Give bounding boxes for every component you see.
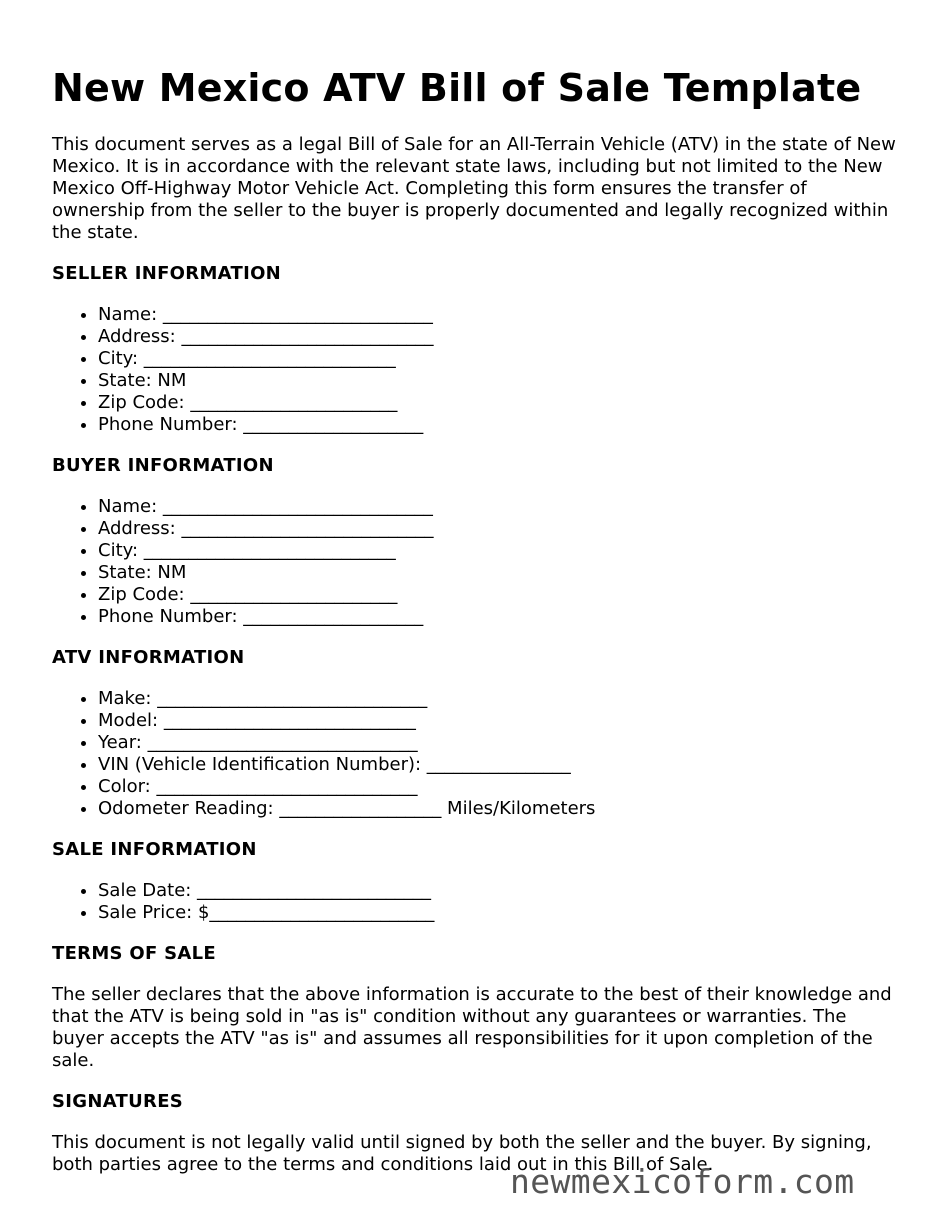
- sale-list: [52, 880, 902, 924]
- sale-heading: SALE INFORMATION: [52, 839, 257, 860]
- seller-state-field: • State: NM: [98, 370, 902, 392]
- seller-zip-field: • Zip Code: _______________________: [98, 392, 902, 414]
- seller-heading: SELLER INFORMATION: [52, 263, 282, 284]
- intro-paragraph: This document serves as a legal Bill of Sale for an All-Terrain Vehicle (ATV) in the state of New Mexico. It is in accordance with the relevant state laws, including but not limited to the New Mexico Off-Highway Motor Vehicle Act. Completing this form ensures the transfer of ownership from the seller to the buyer is properly documented and legally recognized within the state.: [52, 134, 896, 243]
- terms-paragraph: The seller declares that the above information is accurate to the best of their knowledge and that the ATV is being sold in "as is" condition without any guarantees or warranties. The buyer accepts the ATV "as is" and assumes all responsibilities for it upon completion of the sale.: [52, 984, 892, 1071]
- buyer-address-field: • Address: ____________________________: [98, 518, 902, 540]
- atv-color-field: • Color: _____________________________: [98, 776, 902, 798]
- seller-address-field: • Address: ____________________________: [98, 326, 902, 348]
- seller-phone-field: • Phone Number: ____________________: [98, 414, 902, 436]
- buyer-phone-field: • Phone Number: ____________________: [98, 606, 902, 628]
- atv-vin-field: • VIN (Vehicle Identification Number): ________________: [98, 754, 902, 776]
- seller-name-field: • Name: ______________________________: [98, 304, 902, 326]
- buyer-name-field: • Name: ______________________________: [98, 496, 902, 518]
- atv-list: [52, 688, 902, 820]
- terms-heading: TERMS OF SALE: [52, 943, 217, 964]
- buyer-list: [52, 496, 902, 628]
- sale-price-field: • Sale Price: $_________________________: [98, 902, 902, 924]
- document-page: [52, 62, 902, 1176]
- signatures-paragraph: This document is not legally valid until signed by both the seller and the buyer. By signing, both parties agree to the terms and conditions laid out in this Bill of Sale.: [52, 1132, 872, 1175]
- atv-model-field: • Model: ____________________________: [98, 710, 902, 732]
- atv-year-field: • Year: ______________________________: [98, 732, 902, 754]
- buyer-city-field: • City: ____________________________: [98, 540, 902, 562]
- signatures-heading: SIGNATURES: [52, 1091, 184, 1112]
- watermark: newmexicoform.com: [510, 1162, 855, 1201]
- atv-heading: ATV INFORMATION: [52, 647, 245, 668]
- atv-odometer-field: • Odometer Reading: __________________ Miles/Kilometers: [98, 798, 902, 820]
- buyer-state-field: • State: NM: [98, 562, 902, 584]
- sale-date-field: • Sale Date: __________________________: [98, 880, 902, 902]
- atv-make-field: • Make: ______________________________: [98, 688, 902, 710]
- buyer-heading: BUYER INFORMATION: [52, 455, 274, 476]
- seller-list: [52, 304, 902, 436]
- buyer-zip-field: • Zip Code: _______________________: [98, 584, 902, 606]
- seller-city-field: • City: ____________________________: [98, 348, 902, 370]
- document-title: New Mexico ATV Bill of Sale Template: [52, 66, 862, 110]
